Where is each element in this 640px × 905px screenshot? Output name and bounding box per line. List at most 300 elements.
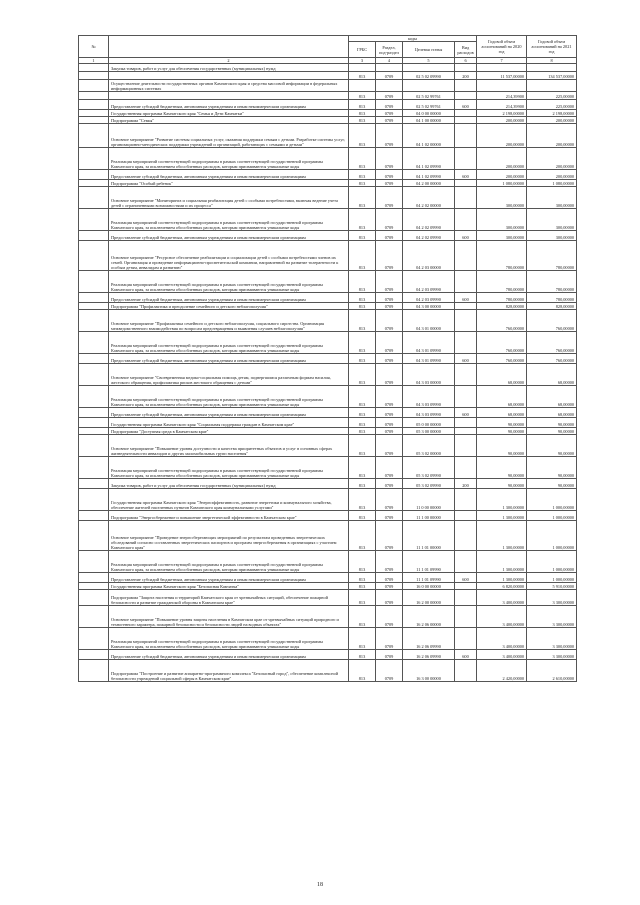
row-2020-cell: 90,00000: [477, 479, 527, 489]
row-grbs-cell: 813: [349, 428, 376, 435]
row-grbs-cell: 813: [349, 100, 376, 110]
row-number-cell: [79, 457, 109, 479]
row-target-cell: 04 1 02 00000: [403, 124, 455, 148]
index-cell: 1: [79, 58, 109, 64]
row-2020-cell: 200,00000: [477, 117, 527, 124]
table-row: [79, 231, 577, 241]
row-expense-cell: 600: [455, 408, 477, 418]
row-number-cell: [79, 310, 109, 332]
row-2021-cell: 3 300,00000: [527, 628, 577, 650]
row-target-cell: 04 2 02 09990: [403, 231, 455, 241]
row-section-cell: 0709: [376, 511, 403, 521]
row-number-cell: [79, 428, 109, 435]
table-row: [79, 364, 577, 386]
row-section-cell: 0709: [376, 590, 403, 606]
row-name-cell: Реализация мероприятий соответствующей подпрограммы в рамках соответствующей государственной программы Камчатского края, за исключением обособленных расходов, которым присваиваются уникальные коды: [109, 209, 349, 231]
row-number-cell: [79, 408, 109, 418]
row-2021-cell: 90,00000: [527, 418, 577, 428]
row-expense-cell: [455, 364, 477, 386]
row-expense-cell: [455, 303, 477, 310]
row-section-cell: 0709: [376, 551, 403, 573]
row-2020-cell: 3 400,00000: [477, 590, 527, 606]
row-name-cell: Государственная программа Камчатского края "Социальная поддержка граждан в Камчатском крае": [109, 418, 349, 428]
table-row: [79, 511, 577, 521]
row-2021-cell: 5 910,00000: [527, 583, 577, 590]
row-2021-cell: 1 000,00000: [527, 551, 577, 573]
table-row: [79, 573, 577, 583]
table-row: [79, 170, 577, 180]
row-expense-cell: [455, 660, 477, 682]
row-name-cell: Закупка товаров, работ и услуг для обеспечения государственных (муниципальных) нужд: [109, 64, 349, 72]
row-name-cell: Предоставление субсидий бюджетным, автономным учреждениям и иным некоммерческим организациям: [109, 354, 349, 364]
table-row: [79, 418, 577, 428]
row-name-cell: Реализация мероприятий соответствующей подпрограммы в рамках соответствующей государственной программы Камчатского края, за исключением обособленных расходов, которым присваиваются уникальные коды: [109, 271, 349, 293]
table-row: [79, 551, 577, 573]
row-2020-cell: 760,00000: [477, 332, 527, 354]
row-section-cell: 0709: [376, 354, 403, 364]
row-name-cell: Предоставление субсидий бюджетным, автономным учреждениям и иным некоммерческим организациям: [109, 650, 349, 660]
row-2020-cell: 6 820,00000: [477, 583, 527, 590]
table-row: [79, 148, 577, 170]
row-expense-cell: [455, 386, 477, 408]
table-row: [79, 100, 577, 110]
row-number-cell: [79, 64, 109, 72]
row-number-cell: [79, 92, 109, 100]
row-section-cell: 0709: [376, 271, 403, 293]
row-number-cell: [79, 293, 109, 303]
row-grbs-cell: 813: [349, 489, 376, 511]
row-name-cell: Предоставление субсидий бюджетным, автономным учреждениям и иным некоммерческим организациям: [109, 170, 349, 180]
table-row: [79, 660, 577, 682]
index-cell: 6: [455, 58, 477, 64]
row-name-cell: Реализация мероприятий соответствующей подпрограммы в рамках соответствующей государственной программы Камчатского края, за исключением обособленных расходов, которым присваиваются уникальные коды: [109, 551, 349, 573]
row-section-cell: 0709: [376, 660, 403, 682]
row-2020-cell: 760,00000: [477, 310, 527, 332]
row-target-cell: [403, 80, 455, 92]
row-name-cell: Реализация мероприятий соответствующей подпрограммы в рамках соответствующей государственной программы Камчатского края, за исключением обособленных расходов, которым присваиваются уникальные коды: [109, 457, 349, 479]
row-2021-cell: 828,00000: [527, 303, 577, 310]
header-number: №: [79, 36, 109, 58]
row-name-cell: [109, 72, 349, 80]
row-grbs-cell: 813: [349, 303, 376, 310]
row-number-cell: [79, 489, 109, 511]
row-name-cell: Государственная программа Камчатского края "Безопасная Камчатка": [109, 583, 349, 590]
row-grbs-cell: 813: [349, 332, 376, 354]
row-expense-cell: [455, 180, 477, 187]
table-row: [79, 209, 577, 231]
row-name-cell: Государственная программа Камчатского края "Семья и Дети Камчатки": [109, 110, 349, 117]
row-2021-cell: 760,00000: [527, 354, 577, 364]
row-name-cell: Предоставление субсидий бюджетным, автономным учреждениям и иным некоммерческим организациям: [109, 293, 349, 303]
row-expense-cell: [455, 428, 477, 435]
table-row: [79, 606, 577, 628]
table-row: [79, 408, 577, 418]
row-section-cell: 0709: [376, 170, 403, 180]
row-section-cell: 0709: [376, 435, 403, 457]
row-name-cell: Осуществление деятельности государственных органов Камчатского края и средства массовой информации в федеральных информационных системах: [109, 80, 349, 92]
row-2021-cell: 68,00000: [527, 408, 577, 418]
row-section-cell: 0709: [376, 386, 403, 408]
row-section-cell: 0709: [376, 72, 403, 80]
row-2020-cell: 760,00000: [477, 354, 527, 364]
row-2020-cell: 90,00000: [477, 457, 527, 479]
row-number-cell: [79, 386, 109, 408]
row-2020-cell: 780,00000: [477, 241, 527, 271]
row-expense-cell: [455, 187, 477, 209]
row-section-cell: 0709: [376, 418, 403, 428]
row-name-cell: Реализация мероприятий соответствующей подпрограммы в рамках соответствующей государственной программы Камчатского края, за исключением обособленных расходов, которым присваиваются уникальные коды: [109, 148, 349, 170]
row-number-cell: [79, 72, 109, 80]
row-2021-cell: [527, 64, 577, 72]
row-section-cell: 0709: [376, 100, 403, 110]
row-target-cell: 05 3 02 09990: [403, 457, 455, 479]
row-number-cell: [79, 521, 109, 551]
row-expense-cell: [455, 92, 477, 100]
row-2020-cell: 780,00000: [477, 271, 527, 293]
row-2021-cell: 134 537,00000: [527, 72, 577, 80]
row-target-cell: 05 3 00 00000: [403, 428, 455, 435]
table-row: [79, 590, 577, 606]
table-row: [79, 386, 577, 408]
row-name-cell: Основное мероприятие "Ресурсное обеспечение реабилитации и социализации детей с особыми потребностями членов их семей. Организация и проведение информационно-просветительской компании, направленной на развитие толерантности к особым детям, инвалидам и развитию": [109, 241, 349, 271]
index-cell: 2: [109, 58, 349, 64]
row-2021-cell: 1 000,00000: [527, 511, 577, 521]
row-2021-cell: 200,00000: [527, 148, 577, 170]
table-row: [79, 72, 577, 80]
row-grbs-cell: 813: [349, 92, 376, 100]
row-2021-cell: 200,00000: [527, 170, 577, 180]
row-2020-cell: 3 400,00000: [477, 628, 527, 650]
row-2020-cell: 90,00000: [477, 435, 527, 457]
row-expense-cell: [455, 148, 477, 170]
row-number-cell: [79, 271, 109, 293]
row-section-cell: 0709: [376, 408, 403, 418]
row-target-cell: 04 3 01 09990: [403, 354, 455, 364]
row-target-cell: 11 0 00 00000: [403, 489, 455, 511]
row-grbs-cell: 813: [349, 590, 376, 606]
row-number-cell: [79, 628, 109, 650]
row-name-cell: Реализация мероприятий соответствующей подпрограммы в рамках соответствующей государственной программы Камчатского края, за исключением обособленных расходов, которым присваиваются уникальные коды: [109, 332, 349, 354]
row-section-cell: 0709: [376, 479, 403, 489]
row-2020-cell: 300,00000: [477, 209, 527, 231]
table-row: [79, 435, 577, 457]
row-name-cell: Основное мероприятие "Профилактика семейного и детского неблагополучия, социального сиротства. Организация межведомственного взаимодействия по вопросам предотвращения и выявления случаев неблагополучия": [109, 310, 349, 332]
row-section-cell: 0709: [376, 92, 403, 100]
table-row: [79, 180, 577, 187]
row-target-cell: 16 3 00 00000: [403, 660, 455, 682]
row-target-cell: 02 5 02 99761: [403, 100, 455, 110]
row-expense-cell: 600: [455, 354, 477, 364]
row-2020-cell: 828,00000: [477, 303, 527, 310]
row-grbs-cell: 813: [349, 124, 376, 148]
row-number-cell: [79, 606, 109, 628]
row-grbs-cell: [349, 64, 376, 72]
row-name-cell: Основное мероприятие "Повышение уровня доступности и качества приоритетных объектов и услуг в основных сферах жизнедеятельности инвалидов и других маломобильных групп населения": [109, 435, 349, 457]
row-target-cell: 16 2 00 00000: [403, 590, 455, 606]
row-number-cell: [79, 479, 109, 489]
row-number-cell: [79, 660, 109, 682]
row-grbs-cell: 813: [349, 293, 376, 303]
table-row: [79, 117, 577, 124]
row-2020-cell: 200,00000: [477, 124, 527, 148]
index-cell: 8: [527, 58, 577, 64]
row-grbs-cell: [349, 80, 376, 92]
row-2021-cell: 780,00000: [527, 271, 577, 293]
row-target-cell: 05 3 02 00000: [403, 435, 455, 457]
row-grbs-cell: 813: [349, 606, 376, 628]
row-grbs-cell: 813: [349, 628, 376, 650]
row-name-cell: Подпрограмма "Профилактика и преодоление семейного и детского неблагополучия": [109, 303, 349, 310]
row-expense-cell: [455, 332, 477, 354]
row-section-cell: 0709: [376, 606, 403, 628]
row-expense-cell: 200: [455, 72, 477, 80]
row-number-cell: [79, 231, 109, 241]
row-section-cell: 0709: [376, 209, 403, 231]
row-number-cell: [79, 209, 109, 231]
row-grbs-cell: 813: [349, 170, 376, 180]
row-name-cell: Основное мероприятие "Развитие системы социальных услуг, оказания поддержки семьям с детьми. Разработке системы услуг, организационно-методических поддержки учреждений и организаций, работающих с семьями и детьми": [109, 124, 349, 148]
row-2020-cell: 68,00000: [477, 408, 527, 418]
row-2021-cell: 760,00000: [527, 332, 577, 354]
row-grbs-cell: 813: [349, 148, 376, 170]
row-section-cell: 0709: [376, 310, 403, 332]
row-2021-cell: 68,00000: [527, 364, 577, 386]
row-2020-cell: 11 537,00000: [477, 72, 527, 80]
row-2021-cell: 90,00000: [527, 435, 577, 457]
row-2020-cell: 90,00000: [477, 428, 527, 435]
row-grbs-cell: 813: [349, 583, 376, 590]
row-expense-cell: [455, 80, 477, 92]
row-number-cell: [79, 124, 109, 148]
row-section-cell: 0709: [376, 241, 403, 271]
row-section-cell: [376, 80, 403, 92]
index-cell: 3: [349, 58, 376, 64]
row-2020-cell: 300,00000: [477, 231, 527, 241]
row-expense-cell: [455, 511, 477, 521]
row-grbs-cell: 813: [349, 511, 376, 521]
row-number-cell: [79, 117, 109, 124]
row-target-cell: 04 2 02 09990: [403, 209, 455, 231]
row-2020-cell: [477, 64, 527, 72]
row-section-cell: 0709: [376, 583, 403, 590]
row-name-cell: Основное мероприятие "Проведение энергосберегающих мероприятий по результатам проведенных энергетических обследований согласно составленных энергетических паспортов и программ энергосбережения в организациях с участием Камчатского края": [109, 521, 349, 551]
row-name-cell: Подпрограмма "Семья": [109, 117, 349, 124]
header-2021: Годовой объем ассигнований на 2021 год: [527, 36, 577, 58]
row-expense-cell: [455, 209, 477, 231]
row-expense-cell: [455, 590, 477, 606]
row-grbs-cell: 813: [349, 521, 376, 551]
row-number-cell: [79, 583, 109, 590]
row-grbs-cell: 813: [349, 187, 376, 209]
table-row: [79, 271, 577, 293]
row-2021-cell: 1 000,00000: [527, 521, 577, 551]
row-2020-cell: 2 420,00000: [477, 660, 527, 682]
row-target-cell: 11 1 01 09990: [403, 551, 455, 573]
row-target-cell: 04 2 00 00000: [403, 180, 455, 187]
row-expense-cell: [455, 117, 477, 124]
row-target-cell: 04 3 03 09990: [403, 386, 455, 408]
row-2021-cell: 300,00000: [527, 231, 577, 241]
row-grbs-cell: 813: [349, 354, 376, 364]
row-name-cell: Подпрограмма "Энергосбережение и повышение энергетической эффективности в Камчатском крае": [109, 511, 349, 521]
row-grbs-cell: 813: [349, 408, 376, 418]
row-section-cell: 0709: [376, 124, 403, 148]
row-expense-cell: [455, 551, 477, 573]
row-section-cell: 0709: [376, 231, 403, 241]
row-2020-cell: 1 300,00000: [477, 573, 527, 583]
row-name-cell: Реализация мероприятий соответствующей подпрограммы в рамках соответствующей государственной программы Камчатского края, за исключением обособленных расходов, которым присваиваются уникальные коды: [109, 386, 349, 408]
row-name-cell: Подпрограмма "Защита населения и территорий Камчатского края от чрезвычайных ситуаций, обеспечение пожарной безопасности и развитие гражданской обороны в Камчатском крае": [109, 590, 349, 606]
row-grbs-cell: 813: [349, 72, 376, 80]
row-target-cell: [403, 64, 455, 72]
row-target-cell: 04 3 01 09990: [403, 332, 455, 354]
row-expense-cell: [455, 606, 477, 628]
row-grbs-cell: 813: [349, 241, 376, 271]
row-expense-cell: [455, 521, 477, 551]
table-row: [79, 479, 577, 489]
row-expense-cell: [455, 418, 477, 428]
row-2020-cell: 68,00000: [477, 364, 527, 386]
table-row: [79, 457, 577, 479]
row-target-cell: 11 1 01 09990: [403, 573, 455, 583]
row-section-cell: 0709: [376, 628, 403, 650]
row-2020-cell: [477, 80, 527, 92]
row-2021-cell: 780,00000: [527, 241, 577, 271]
index-cell: 7: [477, 58, 527, 64]
row-target-cell: 16 2 06 00000: [403, 606, 455, 628]
row-section-cell: 0709: [376, 180, 403, 187]
row-expense-cell: 600: [455, 293, 477, 303]
row-target-cell: 11 1 00 00000: [403, 511, 455, 521]
row-section-cell: 0709: [376, 457, 403, 479]
row-target-cell: 04 2 03 00000: [403, 241, 455, 271]
row-expense-cell: 600: [455, 170, 477, 180]
row-2020-cell: 1 080,00000: [477, 180, 527, 187]
row-section-cell: [376, 64, 403, 72]
index-cell: 5: [403, 58, 455, 64]
row-2021-cell: 2 610,00000: [527, 660, 577, 682]
row-section-cell: 0709: [376, 489, 403, 511]
row-number-cell: [79, 435, 109, 457]
budget-table: [78, 35, 577, 682]
row-section-cell: 0709: [376, 117, 403, 124]
row-grbs-cell: 813: [349, 271, 376, 293]
header-section: Раздел, под-раздел: [376, 42, 403, 58]
row-name-cell: Основное мероприятие "Повышение уровня защиты населения в Камчатском крае от чрезвычайных ситуаций природного и техногенного характера, пожарной безопасности и безопасности людей на водных объектах": [109, 606, 349, 628]
row-expense-cell: [455, 628, 477, 650]
row-section-cell: 0709: [376, 187, 403, 209]
row-2020-cell: 300,00000: [477, 187, 527, 209]
row-2020-cell: 3 400,00000: [477, 606, 527, 628]
row-number-cell: [79, 80, 109, 92]
row-target-cell: 04 1 02 09990: [403, 148, 455, 170]
row-number-cell: [79, 364, 109, 386]
row-target-cell: 16 2 06 09990: [403, 650, 455, 660]
table-row: [79, 293, 577, 303]
row-grbs-cell: 813: [349, 310, 376, 332]
row-section-cell: 0709: [376, 364, 403, 386]
row-expense-cell: 200: [455, 479, 477, 489]
table-row: [79, 187, 577, 209]
row-2021-cell: 225,00000: [527, 92, 577, 100]
row-target-cell: 11 1 01 00000: [403, 521, 455, 551]
row-number-cell: [79, 590, 109, 606]
table-row: [79, 354, 577, 364]
row-expense-cell: [455, 435, 477, 457]
row-2020-cell: 780,00000: [477, 293, 527, 303]
row-grbs-cell: 813: [349, 209, 376, 231]
row-target-cell: 04 3 00 00000: [403, 303, 455, 310]
row-number-cell: [79, 303, 109, 310]
row-number-cell: [79, 170, 109, 180]
row-number-cell: [79, 180, 109, 187]
row-grbs-cell: 813: [349, 364, 376, 386]
row-2021-cell: 90,00000: [527, 457, 577, 479]
row-target-cell: 16 2 06 09990: [403, 628, 455, 650]
row-2020-cell: 1 300,00000: [477, 521, 527, 551]
row-name-cell: Подпрограмма "Построение и развитие аппаратно-программного комплекса "Безопасный город", обеспечение комплексной безопасности учреждений социальной сферы в Камчатском крае": [109, 660, 349, 682]
row-2021-cell: 200,00000: [527, 117, 577, 124]
row-grbs-cell: 813: [349, 117, 376, 124]
row-2021-cell: 780,00000: [527, 293, 577, 303]
row-number-cell: [79, 511, 109, 521]
header-name: [109, 36, 349, 58]
row-grbs-cell: 813: [349, 457, 376, 479]
row-2021-cell: 3 300,00000: [527, 650, 577, 660]
row-number-cell: [79, 418, 109, 428]
row-target-cell: 04 3 01 00000: [403, 310, 455, 332]
row-2021-cell: 200,00000: [527, 124, 577, 148]
header-target: Целевая статья: [403, 42, 455, 58]
row-target-cell: 04 3 03 00000: [403, 364, 455, 386]
row-section-cell: 0709: [376, 521, 403, 551]
table-row: [79, 124, 577, 148]
row-section-cell: 0709: [376, 428, 403, 435]
row-number-cell: [79, 354, 109, 364]
row-section-cell: 0709: [376, 148, 403, 170]
row-name-cell: [109, 92, 349, 100]
row-target-cell: 02 5 02 99761: [403, 92, 455, 100]
row-2020-cell: 2 198,00000: [477, 110, 527, 117]
row-expense-cell: 600: [455, 650, 477, 660]
row-2021-cell: 90,00000: [527, 428, 577, 435]
row-name-cell: Предоставление субсидий бюджетным, автономным учреждениям и иным некоммерческим организациям: [109, 408, 349, 418]
index-cell: 4: [376, 58, 403, 64]
row-name-cell: Реализация мероприятий соответствующей подпрограммы в рамках соответствующей государственной программы Камчатского края, за исключением обособленных расходов, которым присваиваются уникальные коды: [109, 628, 349, 650]
table-row: [79, 241, 577, 271]
row-number-cell: [79, 241, 109, 271]
table-row: [79, 628, 577, 650]
row-number-cell: [79, 650, 109, 660]
row-grbs-cell: 813: [349, 435, 376, 457]
row-name-cell: Основное мероприятие "Своевременная медико-социальная помощь детям, подвергшимся различным формам насилия, жестокого обращения, профилактика рисков жестокого обращения с детьми": [109, 364, 349, 386]
row-expense-cell: [455, 124, 477, 148]
table-row: [79, 489, 577, 511]
page-number: 18: [317, 882, 323, 888]
row-expense-cell: 600: [455, 100, 477, 110]
table-row: [79, 92, 577, 100]
row-section-cell: 0709: [376, 573, 403, 583]
row-target-cell: 04 2 03 09990: [403, 271, 455, 293]
row-2021-cell: 3 300,00000: [527, 590, 577, 606]
row-target-cell: 04 3 03 09990: [403, 408, 455, 418]
row-2021-cell: 300,00000: [527, 187, 577, 209]
row-name-cell: Закупка товаров, работ и услуг для обеспечения государственных (муниципальных) нужд: [109, 479, 349, 489]
table-row: [79, 110, 577, 117]
row-grbs-cell: 813: [349, 479, 376, 489]
row-2021-cell: 1 000,00000: [527, 573, 577, 583]
row-2020-cell: 90,00000: [477, 418, 527, 428]
